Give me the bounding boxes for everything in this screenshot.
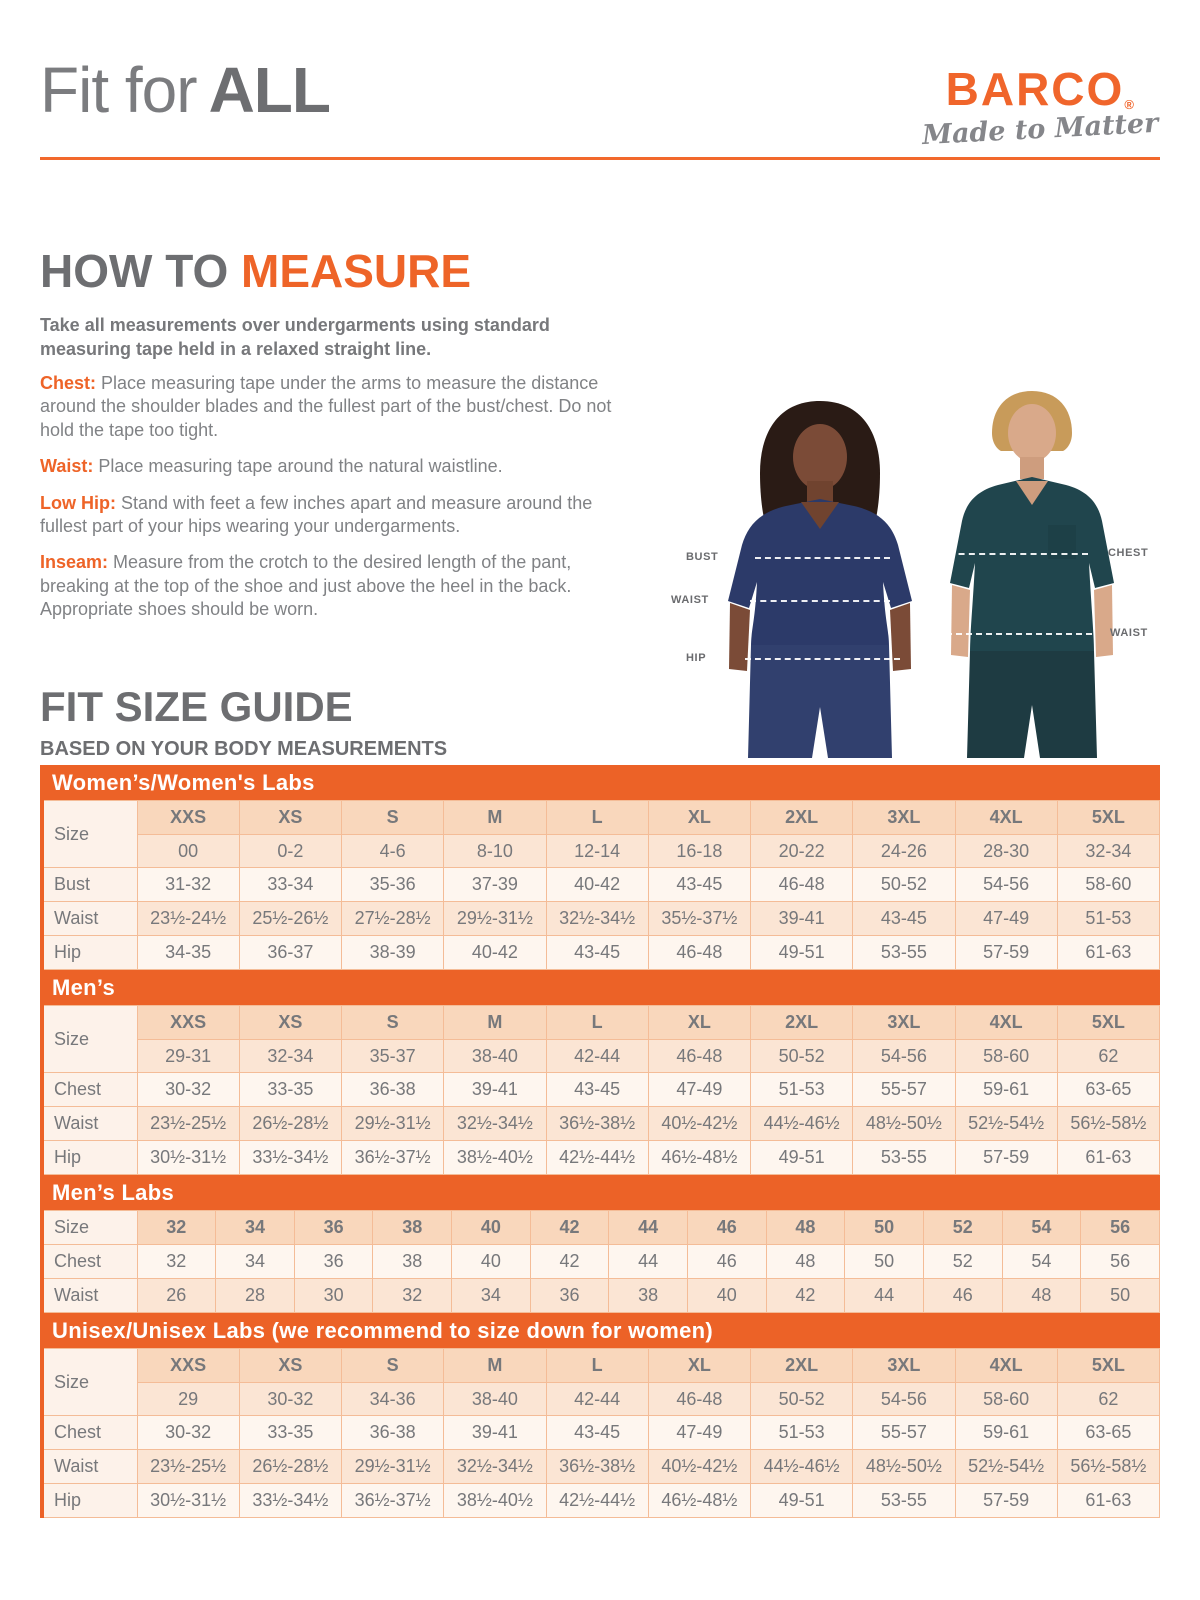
size-cell: 44½-46½ [751, 1450, 853, 1484]
size-number-cell: 32-34 [239, 1040, 341, 1073]
size-number-cell: 38-40 [444, 1040, 546, 1073]
size-name-cell: 32 [137, 1211, 216, 1245]
size-cell: 33½-34½ [239, 1484, 341, 1518]
measurement-row-waist [42, 902, 1160, 936]
size-number-cell: 8-10 [444, 835, 546, 868]
size-cell: 36 [530, 1279, 609, 1313]
size-cell: 32½-34½ [444, 1107, 546, 1141]
size-cell: 42½-44½ [546, 1141, 648, 1175]
size-table-womens [40, 765, 1160, 970]
size-cell: 43-45 [853, 902, 955, 936]
measure-item-inseam [40, 551, 635, 621]
size-number-row [42, 1040, 1160, 1073]
size-number-cell: 0-2 [239, 835, 341, 868]
size-cell: 37-39 [444, 868, 546, 902]
size-cell: 26½-28½ [239, 1107, 341, 1141]
hip-measure-line [745, 658, 900, 660]
size-cell: 32½-34½ [546, 902, 648, 936]
size-number-cell: 20-22 [751, 835, 853, 868]
size-cell: 46 [923, 1279, 1002, 1313]
size-name-cell: L [546, 801, 648, 835]
size-cell: 57-59 [955, 936, 1057, 970]
row-label: Chest [42, 1245, 137, 1279]
size-cell: 46½-48½ [648, 1484, 750, 1518]
size-cell: 54-56 [955, 868, 1057, 902]
measurement-row-waist [42, 1279, 1160, 1313]
size-cell: 46½-48½ [648, 1141, 750, 1175]
table-banner-unisex: Unisex/Unisex Labs (we recommend to size down for women) [40, 1313, 1160, 1348]
row-label: Waist [42, 902, 137, 936]
size-cell: 26½-28½ [239, 1450, 341, 1484]
size-name-cell: 40 [452, 1211, 531, 1245]
row-label-size: Size [42, 1349, 137, 1416]
size-cell: 23½-24½ [137, 902, 239, 936]
hip-label: HIP [686, 652, 707, 664]
measure-item-text: Place measuring tape around the natural waistline. [98, 456, 503, 477]
size-name-cell: M [444, 1006, 546, 1040]
fit-size-guide-subheading: BASED ON YOUR BODY MEASUREMENTS [40, 738, 448, 760]
size-cell: 48½-50½ [853, 1107, 955, 1141]
size-name-cell: 3XL [853, 1006, 955, 1040]
female-model [728, 401, 912, 758]
size-cell: 63-65 [1057, 1416, 1159, 1450]
size-cell: 32 [373, 1279, 452, 1313]
size-cell: 35½-37½ [648, 902, 750, 936]
size-cell: 33½-34½ [239, 1141, 341, 1175]
size-table-mens [40, 970, 1160, 1175]
chest-label: CHEST [1108, 547, 1149, 559]
size-name-cell: 5XL [1057, 1349, 1159, 1383]
size-name-cell: 2XL [751, 801, 853, 835]
size-cell: 56½-58½ [1057, 1450, 1159, 1484]
size-cell: 50 [845, 1245, 924, 1279]
size-name-cell: 3XL [853, 1349, 955, 1383]
size-name-cell: 4XL [955, 1006, 1057, 1040]
size-cell: 31-32 [137, 868, 239, 902]
size-number-cell: 42-44 [546, 1383, 648, 1416]
size-name-cell: XXS [137, 1006, 239, 1040]
measure-item-label: Low Hip: [40, 492, 116, 513]
size-cell: 36-38 [342, 1416, 444, 1450]
measure-item-label: Waist: [40, 456, 94, 477]
size-table-mens-labs [40, 1175, 1160, 1313]
measure-instructions [40, 372, 635, 635]
size-cell: 35-36 [342, 868, 444, 902]
size-number-cell: 62 [1057, 1383, 1159, 1416]
measurement-models-photo [650, 385, 1165, 758]
size-header-row [42, 801, 1160, 835]
measurement-row-chest [42, 1073, 1160, 1107]
row-label: Hip [42, 1141, 137, 1175]
row-label: Waist [42, 1107, 137, 1141]
size-cell: 56 [1081, 1245, 1160, 1279]
size-cell: 29½-31½ [342, 1450, 444, 1484]
size-cell: 53-55 [853, 1141, 955, 1175]
measure-item-text: Place measuring tape under the arms to measure the distance around the shoulder blades and the fullest part of the bust/chest. Do not hold the tape too tight. [40, 373, 612, 440]
male-model [950, 391, 1114, 758]
table-banner-mens: Men’s [40, 970, 1160, 1005]
size-cell: 40½-42½ [648, 1450, 750, 1484]
size-number-cell: 58-60 [955, 1040, 1057, 1073]
bust-label: BUST [686, 551, 719, 563]
size-name-cell: L [546, 1349, 648, 1383]
measurement-row-bust [42, 868, 1160, 902]
size-cell: 30½-31½ [137, 1141, 239, 1175]
row-label-size: Size [42, 1006, 137, 1073]
size-cell: 47-49 [648, 1073, 750, 1107]
size-cell: 46-48 [648, 936, 750, 970]
size-cell: 39-41 [751, 902, 853, 936]
size-table [40, 1348, 1160, 1518]
size-number-cell: 32-34 [1057, 835, 1159, 868]
size-name-cell: S [342, 1349, 444, 1383]
header-divider [40, 157, 1160, 160]
size-cell: 46-48 [751, 868, 853, 902]
female-waist-label: WAIST [671, 594, 709, 606]
female-waist-measure-line [750, 600, 890, 602]
size-name-cell: M [444, 1349, 546, 1383]
male-waist-measure-line [946, 633, 1092, 635]
size-cell: 51-53 [751, 1416, 853, 1450]
size-cell: 49-51 [751, 1484, 853, 1518]
size-name-cell: XS [239, 801, 341, 835]
page-title [40, 54, 330, 126]
size-number-cell: 29-31 [137, 1040, 239, 1073]
size-cell: 50 [1081, 1279, 1160, 1313]
size-number-row [42, 835, 1160, 868]
size-table [40, 1005, 1160, 1175]
size-cell: 38-39 [342, 936, 444, 970]
size-table [40, 1210, 1160, 1313]
row-label: Hip [42, 936, 137, 970]
measure-item-label: Inseam: [40, 552, 109, 573]
size-cell: 54 [1002, 1245, 1081, 1279]
page-title-bold: ALL [208, 54, 330, 126]
row-label: Bust [42, 868, 137, 902]
size-cell: 40-42 [444, 936, 546, 970]
registered-trademark-icon: ® [1124, 97, 1134, 113]
size-number-cell: 50-52 [751, 1383, 853, 1416]
size-cell: 53-55 [853, 1484, 955, 1518]
size-cell: 61-63 [1057, 1484, 1159, 1518]
size-number-cell: 16-18 [648, 835, 750, 868]
size-cell: 39-41 [444, 1416, 546, 1450]
size-number-cell: 54-56 [853, 1383, 955, 1416]
size-number-cell: 34-36 [342, 1383, 444, 1416]
measurement-row-hip [42, 936, 1160, 970]
row-label: Waist [42, 1450, 137, 1484]
size-cell: 42 [766, 1279, 845, 1313]
size-number-cell: 28-30 [955, 835, 1057, 868]
size-name-cell: XL [648, 801, 750, 835]
size-cell: 59-61 [955, 1073, 1057, 1107]
size-cell: 43-45 [546, 1416, 648, 1450]
size-cell: 36-37 [239, 936, 341, 970]
size-cell: 50-52 [853, 868, 955, 902]
size-name-cell: 54 [1002, 1211, 1081, 1245]
size-cell: 52 [923, 1245, 1002, 1279]
size-cell: 63-65 [1057, 1073, 1159, 1107]
size-cell: 30-32 [137, 1073, 239, 1107]
size-cell: 30½-31½ [137, 1484, 239, 1518]
models-illustration [650, 385, 1165, 758]
brand-logo [920, 63, 1159, 152]
size-cell: 38½-40½ [444, 1484, 546, 1518]
size-number-cell: 24-26 [853, 835, 955, 868]
size-cell: 36-38 [342, 1073, 444, 1107]
size-cell: 51-53 [1057, 902, 1159, 936]
size-cell: 28 [216, 1279, 295, 1313]
size-cell: 61-63 [1057, 936, 1159, 970]
size-table-unisex [40, 1313, 1160, 1518]
measure-intro: Take all measurements over undergarments using standard measuring tape held in a relaxed straight line. [40, 315, 550, 359]
size-name-cell: XXS [137, 1349, 239, 1383]
measurement-row-waist [42, 1450, 1160, 1484]
size-cell: 38 [373, 1245, 452, 1279]
size-name-cell: 36 [294, 1211, 373, 1245]
measure-item-text: Measure from the crotch to the desired length of the pant, breaking at the top of the shoe and just above the heel in the back. Appropriate shoes should be worn. [40, 552, 572, 620]
size-cell: 51-53 [751, 1073, 853, 1107]
size-cell: 38 [609, 1279, 688, 1313]
size-name-cell: 2XL [751, 1349, 853, 1383]
size-cell: 44½-46½ [751, 1107, 853, 1141]
size-number-cell: 62 [1057, 1040, 1159, 1073]
size-cell: 40-42 [546, 868, 648, 902]
chest-measure-line [938, 553, 1088, 555]
size-name-cell: 4XL [955, 1349, 1057, 1383]
size-number-cell: 00 [137, 835, 239, 868]
measurement-row-hip [42, 1484, 1160, 1518]
size-cell: 44 [609, 1245, 688, 1279]
size-name-cell: 42 [530, 1211, 609, 1245]
size-cell: 26 [137, 1279, 216, 1313]
size-name-cell: 44 [609, 1211, 688, 1245]
size-cell: 43-45 [648, 868, 750, 902]
brand-name: BARCO [945, 63, 1125, 115]
measurement-row-waist [42, 1107, 1160, 1141]
size-cell: 61-63 [1057, 1141, 1159, 1175]
row-label-size: Size [42, 1211, 137, 1245]
size-cell: 36½-38½ [546, 1107, 648, 1141]
size-cell: 49-51 [751, 1141, 853, 1175]
measure-item-label: Chest: [40, 373, 97, 393]
size-cell: 38½-40½ [444, 1141, 546, 1175]
size-cell: 55-57 [853, 1416, 955, 1450]
size-name-cell: XL [648, 1349, 750, 1383]
size-cell: 42 [530, 1245, 609, 1279]
size-name-cell: 4XL [955, 801, 1057, 835]
size-cell: 40 [452, 1245, 531, 1279]
size-number-cell: 12-14 [546, 835, 648, 868]
heading-orange-part: MEASURE [241, 245, 472, 297]
size-number-cell: 58-60 [955, 1383, 1057, 1416]
size-header-row [42, 1211, 1160, 1245]
table-banner-mens-labs: Men’s Labs [40, 1175, 1160, 1210]
size-number-cell: 46-48 [648, 1040, 750, 1073]
size-name-cell: 3XL [853, 801, 955, 835]
size-cell: 27½-28½ [342, 902, 444, 936]
size-cell: 40½-42½ [648, 1107, 750, 1141]
size-tables [40, 765, 1160, 1518]
brand-tagline: Made to Matter [920, 108, 1159, 152]
size-name-cell: XL [648, 1006, 750, 1040]
size-header-row [42, 1349, 1160, 1383]
size-name-cell: 2XL [751, 1006, 853, 1040]
size-cell: 36 [294, 1245, 373, 1279]
size-name-cell: S [342, 801, 444, 835]
how-to-measure-heading [40, 245, 472, 297]
size-cell: 30 [294, 1279, 373, 1313]
size-cell: 59-61 [955, 1416, 1057, 1450]
size-cell: 53-55 [853, 936, 955, 970]
size-name-cell: 5XL [1057, 801, 1159, 835]
size-cell: 42½-44½ [546, 1484, 648, 1518]
size-number-cell: 29 [137, 1383, 239, 1416]
measure-item-low-hip [40, 492, 635, 539]
measure-item-chest [40, 372, 635, 442]
size-name-cell: 46 [687, 1211, 766, 1245]
size-cell: 36½-38½ [546, 1450, 648, 1484]
size-cell: 34 [216, 1245, 295, 1279]
size-cell: 32½-34½ [444, 1450, 546, 1484]
size-name-cell: 34 [216, 1211, 295, 1245]
size-name-cell: 48 [766, 1211, 845, 1245]
bust-measure-line [755, 557, 890, 559]
page-title-regular: Fit for [40, 54, 197, 126]
row-label-size: Size [42, 801, 137, 868]
measurement-row-chest [42, 1245, 1160, 1279]
size-cell: 33-35 [239, 1073, 341, 1107]
size-cell: 33-34 [239, 868, 341, 902]
size-name-cell: M [444, 801, 546, 835]
size-cell: 29½-31½ [444, 902, 546, 936]
size-cell: 36½-37½ [342, 1141, 444, 1175]
size-name-cell: L [546, 1006, 648, 1040]
measure-item-waist [40, 455, 635, 478]
size-cell: 33-35 [239, 1416, 341, 1450]
size-cell: 49-51 [751, 936, 853, 970]
heading-gray-part: HOW TO [40, 245, 229, 297]
size-cell: 34-35 [137, 936, 239, 970]
table-banner-womens: Women’s/Women's Labs [40, 765, 1160, 800]
size-cell: 39-41 [444, 1073, 546, 1107]
row-label: Waist [42, 1279, 137, 1313]
size-cell: 25½-26½ [239, 902, 341, 936]
size-number-cell: 50-52 [751, 1040, 853, 1073]
size-cell: 23½-25½ [137, 1107, 239, 1141]
size-name-cell: 38 [373, 1211, 452, 1245]
male-waist-label: WAIST [1110, 627, 1148, 639]
size-cell: 48 [1002, 1279, 1081, 1313]
size-cell: 52½-54½ [955, 1107, 1057, 1141]
size-name-cell: 56 [1081, 1211, 1160, 1245]
size-cell: 48 [766, 1245, 845, 1279]
size-cell: 44 [845, 1279, 924, 1313]
size-cell: 52½-54½ [955, 1450, 1057, 1484]
measurement-row-hip [42, 1141, 1160, 1175]
size-cell: 56½-58½ [1057, 1107, 1159, 1141]
size-header-row [42, 1006, 1160, 1040]
size-cell: 48½-50½ [853, 1450, 955, 1484]
size-cell: 47-49 [955, 902, 1057, 936]
size-cell: 58-60 [1057, 868, 1159, 902]
row-label: Chest [42, 1073, 137, 1107]
size-cell: 23½-25½ [137, 1450, 239, 1484]
size-name-cell: 50 [845, 1211, 924, 1245]
size-cell: 29½-31½ [342, 1107, 444, 1141]
size-cell: 57-59 [955, 1141, 1057, 1175]
size-number-cell: 46-48 [648, 1383, 750, 1416]
size-name-cell: 5XL [1057, 1006, 1159, 1040]
size-cell: 46 [687, 1245, 766, 1279]
measure-item-text: Stand with feet a few inches apart and measure around the fullest part of your hips wearing your undergarments. [40, 492, 593, 536]
row-label: Hip [42, 1484, 137, 1518]
size-name-cell: S [342, 1006, 444, 1040]
size-cell: 34 [452, 1279, 531, 1313]
size-cell: 40 [687, 1279, 766, 1313]
size-cell: 43-45 [546, 936, 648, 970]
size-cell: 57-59 [955, 1484, 1057, 1518]
size-number-cell: 42-44 [546, 1040, 648, 1073]
size-cell: 32 [137, 1245, 216, 1279]
size-name-cell: 52 [923, 1211, 1002, 1245]
size-number-cell: 38-40 [444, 1383, 546, 1416]
measurement-row-chest [42, 1416, 1160, 1450]
size-name-cell: XS [239, 1349, 341, 1383]
size-number-cell: 35-37 [342, 1040, 444, 1073]
size-number-cell: 30-32 [239, 1383, 341, 1416]
size-cell: 43-45 [546, 1073, 648, 1107]
row-label: Chest [42, 1416, 137, 1450]
size-number-cell: 4-6 [342, 835, 444, 868]
size-number-row [42, 1383, 1160, 1416]
size-cell: 30-32 [137, 1416, 239, 1450]
size-name-cell: XS [239, 1006, 341, 1040]
size-cell: 55-57 [853, 1073, 955, 1107]
fit-size-guide-heading: FIT SIZE GUIDE [40, 683, 353, 730]
size-name-cell: XXS [137, 801, 239, 835]
size-cell: 36½-37½ [342, 1484, 444, 1518]
size-table [40, 800, 1160, 970]
size-cell: 47-49 [648, 1416, 750, 1450]
size-number-cell: 54-56 [853, 1040, 955, 1073]
